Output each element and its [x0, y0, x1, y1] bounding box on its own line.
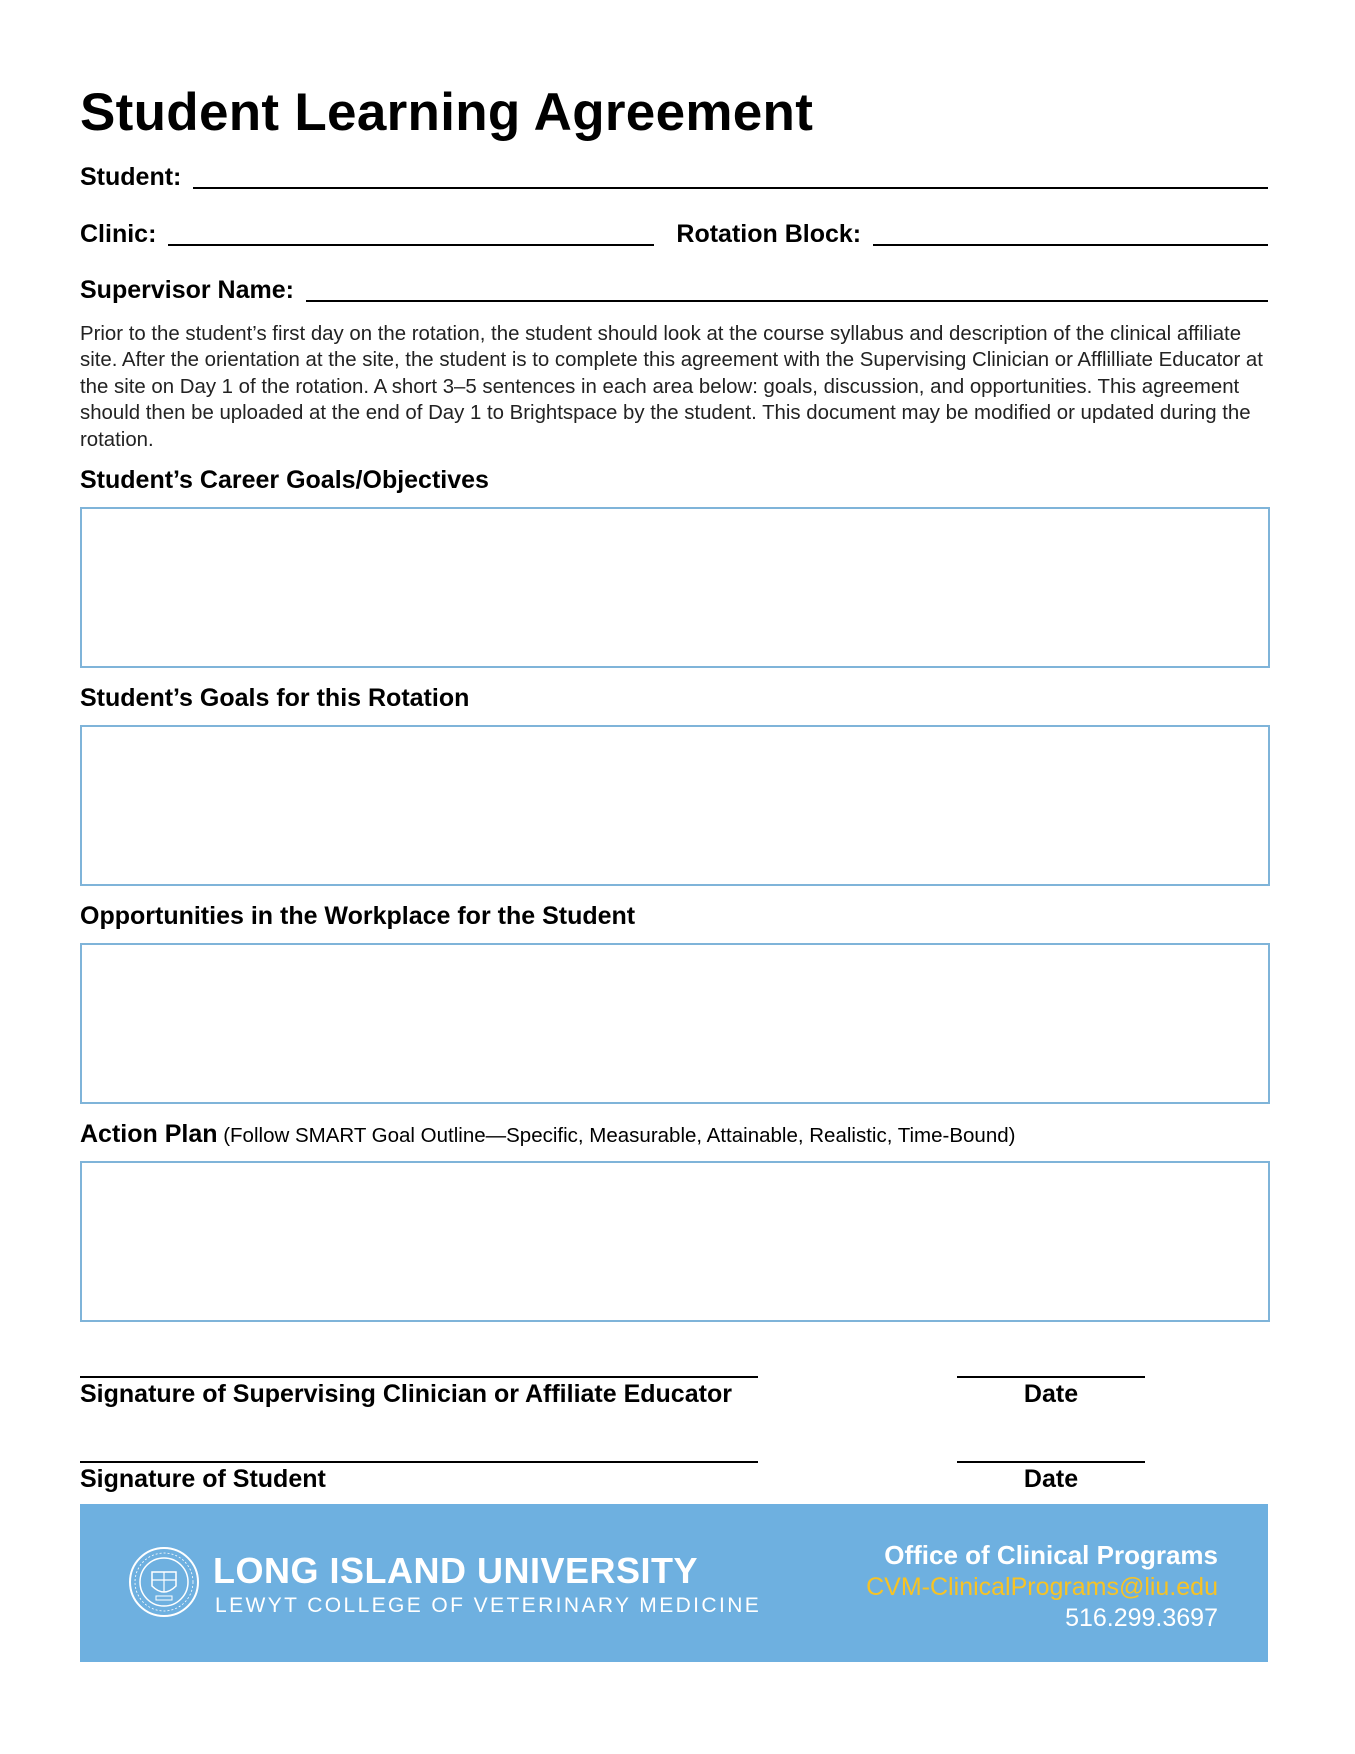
student-date-label: Date — [1023, 1465, 1079, 1493]
footer-banner — [80, 1504, 1268, 1662]
page-title: Student Learning Agreement — [80, 83, 814, 142]
section-label-career-goals: Student’s Career Goals/Objectives — [80, 466, 489, 494]
clinic-label: Clinic: — [80, 220, 157, 248]
rotation-block-label: Rotation Block: — [676, 220, 862, 248]
opportunities-box[interactable] — [80, 943, 1270, 1104]
university-seal-icon — [128, 1546, 200, 1618]
supervisor-date-line[interactable] — [957, 1376, 1145, 1378]
supervisor-date-label: Date — [1023, 1380, 1079, 1408]
supervisor-signature-label: Signature of Supervising Clinician or Affiliate Educator — [80, 1380, 732, 1408]
action-plan-box[interactable] — [80, 1161, 1270, 1322]
supervisor-name-line[interactable] — [306, 299, 1268, 302]
instructions-text: Prior to the student’s first day on the rotation, the student should look at the course syllabus and description of the clinical affiliate site. After the orientation at the site, the student is to complete this agreement with the Supervising Clinician or Afflilliate Educator at the site on Day 1 of the rotation. A short 3–5 sentences in each area below: goals, discussion, and opportunities. This agreement should then be uploaded at the end of Day 1 to Brightspace by the student. This document may be modified or updated during the rotation. — [80, 323, 1263, 451]
university-name: LONG ISLAND UNIVERSITY — [213, 1550, 699, 1591]
supervisor-field-row — [80, 270, 1268, 304]
clinic-rotation-row — [80, 214, 1268, 248]
section-label-rotation-goals: Student’s Goals for this Rotation — [80, 684, 470, 712]
student-field-row — [80, 157, 1268, 191]
rotation-block-line[interactable] — [873, 243, 1268, 246]
office-name: Office of Clinical Programs — [884, 1540, 1218, 1570]
clinic-line[interactable] — [168, 243, 654, 246]
career-goals-box[interactable] — [80, 507, 1270, 668]
student-signature-label: Signature of Student — [80, 1465, 326, 1493]
supervisor-label: Supervisor Name: — [80, 276, 294, 304]
rotation-goals-box[interactable] — [80, 725, 1270, 886]
student-signature-line[interactable] — [80, 1461, 758, 1463]
student-name-line[interactable] — [193, 186, 1268, 189]
section-label-action-plan: Action Plan (Follow SMART Goal Outline—Specific, Measurable, Attainable, Realistic, Time-Bound) — [80, 1120, 1016, 1148]
office-phone: 516.299.3697 — [1065, 1604, 1218, 1632]
college-name: LEWYT COLLEGE OF VETERINARY MEDICINE — [215, 1594, 762, 1617]
student-date-line[interactable] — [957, 1461, 1145, 1463]
supervisor-signature-line[interactable] — [80, 1376, 758, 1378]
office-email-link[interactable]: CVM-ClinicalPrograms@liu.edu — [866, 1573, 1218, 1601]
student-label: Student: — [80, 163, 182, 191]
section-label-opportunities: Opportunities in the Workplace for the Student — [80, 902, 636, 930]
